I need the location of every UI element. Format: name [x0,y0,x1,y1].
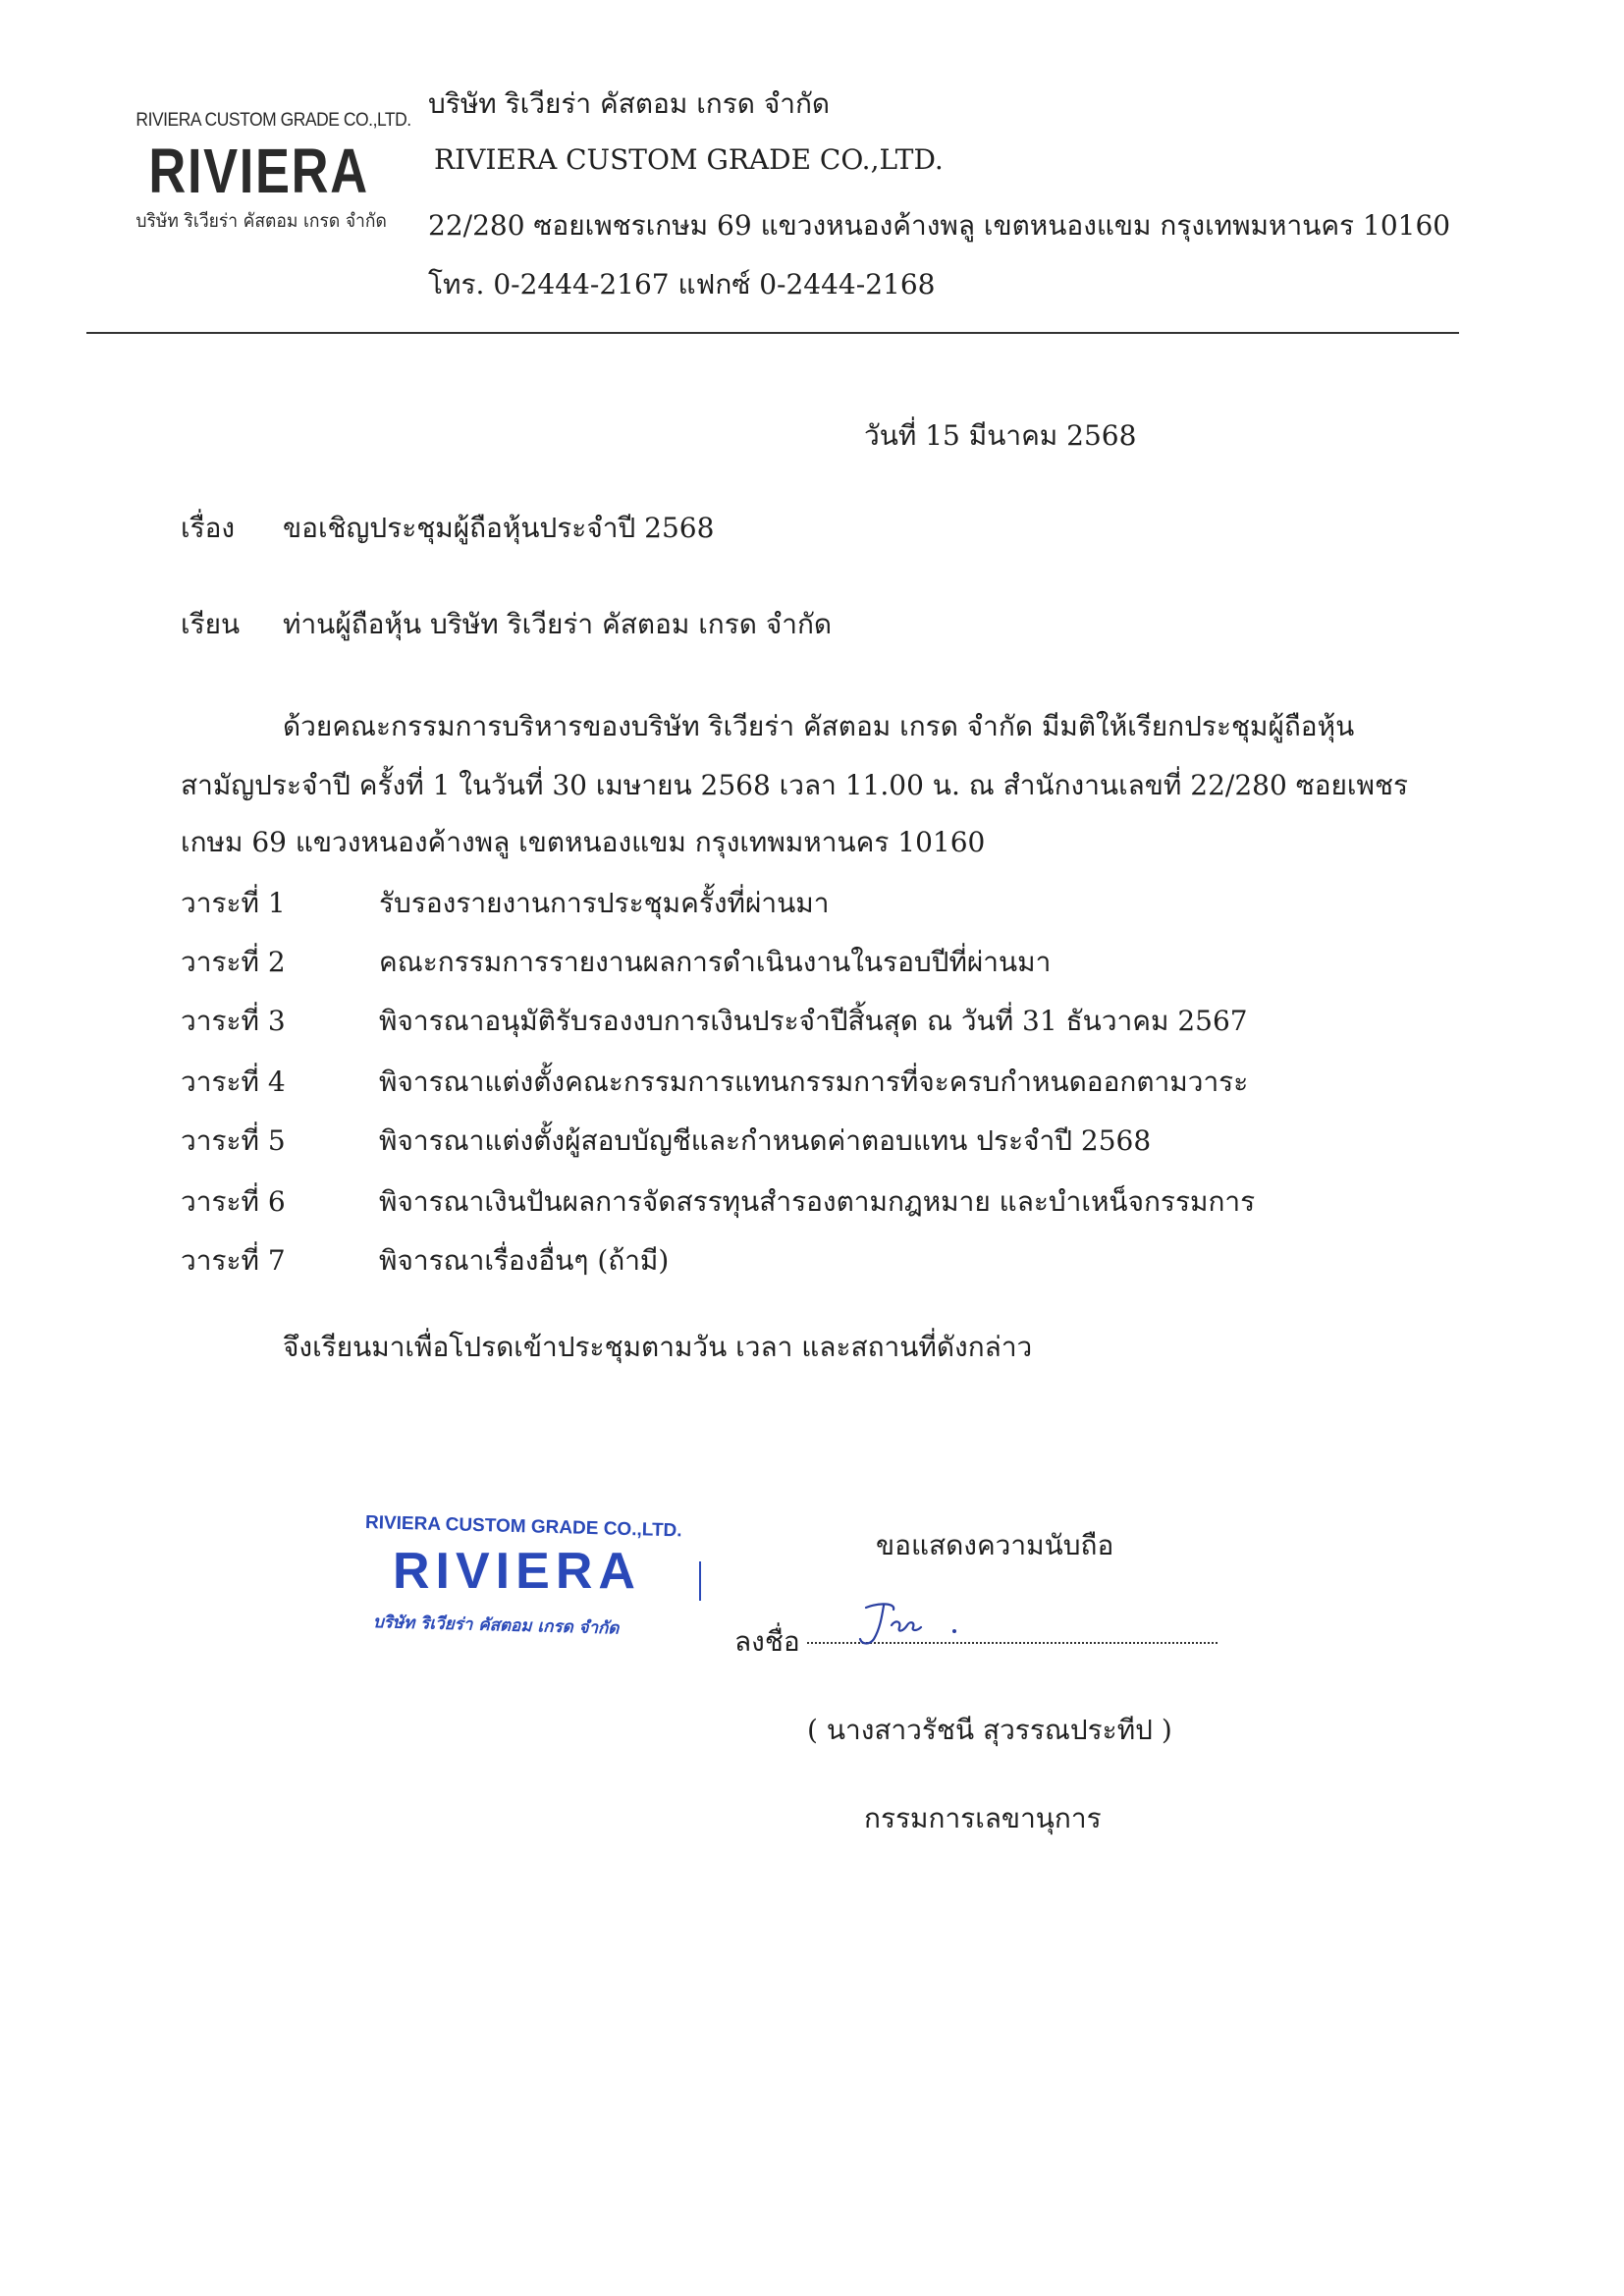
company-name-th: บริษัท ริเวียร่า คัสตอม เกรด จำกัด [428,87,831,120]
signer-name: ( นางสาวรัชนี สุวรรณประทีป ) [807,1714,1172,1746]
agenda-item: พิจารณาอนุมัติรับรองงบการเงินประจำปีสิ้นสุด ณ วันที่ 31 ธันวาคม 2567 [379,1005,1248,1037]
agenda-number: วาระที่ 4 [181,1066,286,1098]
recipient-text: ท่านผู้ถือหุ้น บริษัท ริเวียร่า คัสตอม เกรด จำกัด [283,608,833,640]
agenda-number: วาระที่ 6 [181,1185,286,1218]
stamp-company-en: RIVIERA CUSTOM GRADE CO.,LTD. [364,1512,682,1542]
stamp-company-th: บริษัท ริเวียร่า คัสตอม เกรด จำกัด [372,1613,620,1639]
company-contact: โทร. 0-2444-2167 แฟกซ์ 0-2444-2168 [428,268,936,301]
stamp-brand: RIVIERA [393,1543,641,1600]
handwritten-signature [805,1596,982,1655]
body-line-1: ด้วยคณะกรรมการบริหารของบริษัท ริเวียร่า คัสตอม เกรด จำกัด มีมติให้เรียกประชุมผู้ถือหุ้น [283,710,1355,742]
header-divider [86,332,1459,334]
body-line-3: เกษม 69 แขวงหนองค้างพลู เขตหนองแขม กรุงเทพมหานคร 10160 [181,826,986,858]
agenda-number: วาระที่ 3 [181,1005,286,1037]
logo-company-th: บริษัท ริเวียร่า คัสตอม เกรด จำกัด [135,210,387,232]
agenda-item: พิจารณาแต่งตั้งผู้สอบบัญชีและกำหนดค่าตอบแทน ประจำปี 2568 [379,1124,1152,1157]
company-name-en: RIVIERA CUSTOM GRADE CO.,LTD. [434,143,944,176]
agenda-item: คณะกรรมการรายงานผลการดำเนินงานในรอบปีที่ผ่านมา [379,946,1052,978]
company-stamp [359,1512,713,1650]
subject-text: ขอเชิญประชุมผู้ถือหุ้นประจำปี 2568 [283,512,715,544]
body-line-2: สามัญประจำปี ครั้งที่ 1 ในวันที่ 30 เมษายน 2568 เวลา 11.00 น. ณ สำนักงานเลขที่ 22/280 ซอยเพชร [181,769,1408,801]
signer-position: กรรมการเลขานุการ [864,1802,1102,1834]
agenda-number: วาระที่ 7 [181,1244,286,1277]
agenda-item: รับรองรายงานการประชุมครั้งที่ผ่านมา [379,887,830,919]
recipient-label: เรียน [181,608,241,640]
stamp-edge [699,1561,701,1601]
agenda-item: พิจารณาเรื่องอื่นๆ (ถ้ามี) [379,1244,670,1277]
agenda-number: วาระที่ 1 [181,887,286,919]
logo-brand: RIVIERA [148,136,369,206]
agenda-number: วาระที่ 2 [181,946,286,978]
company-logo [126,110,411,236]
letter-date: วันที่ 15 มีนาคม 2568 [864,419,1137,452]
agenda-number: วาระที่ 5 [181,1124,286,1157]
subject-label: เรื่อง [181,512,236,544]
logo-company-en: RIVIERA CUSTOM GRADE CO.,LTD. [135,110,411,131]
regards-text: ขอแสดงความนับถือ [876,1529,1114,1561]
closing-text: จึงเรียนมาเพื่อโปรดเข้าประชุมตามวัน เวลา และสถานที่ดังกล่าว [283,1331,1033,1363]
agenda-item: พิจารณาแต่งตั้งคณะกรรมการแทนกรรมการที่จะครบกำหนดออกตามวาระ [379,1066,1249,1098]
agenda-item: พิจารณาเงินปันผลการจัดสรรทุนสำรองตามกฎหมาย และบำเหน็จกรรมการ [379,1185,1256,1218]
sign-label: ลงชื่อ [734,1625,800,1658]
company-address: 22/280 ซอยเพชรเกษม 69 แขวงหนองค้างพลู เขตหนองแขม กรุงเทพมหานคร 10160 [428,209,1451,242]
